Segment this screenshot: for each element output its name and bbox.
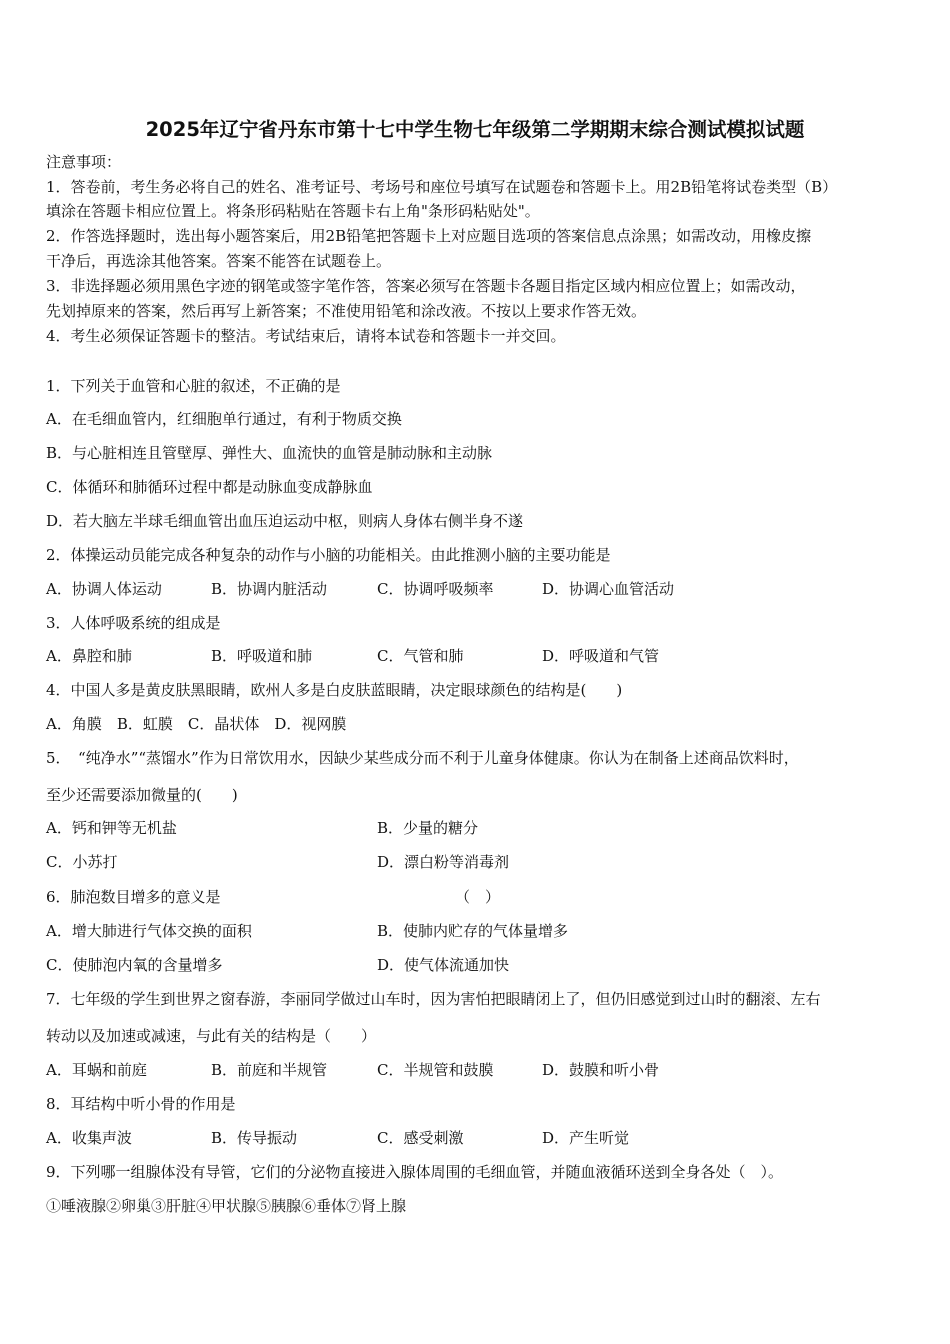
question-7-option-d: D．鼓膜和听小骨 — [542, 1061, 660, 1079]
question-2-option-d: D．协调心血管活动 — [542, 580, 675, 598]
notice-line: 干净后，再选涂其他答案。答案不能答在试题卷上。 — [46, 252, 392, 270]
question-5-option-a: A．钙和钾等无机盐 — [46, 819, 177, 837]
notice-line: 2．作答选择题时，选出每小题答案后，用2B铅笔把答题卡上对应题目选项的答案信息点涂黑；如需改动，用橡皮擦 — [46, 227, 812, 245]
question-2-option-a: A．协调人体运动 — [46, 580, 162, 598]
question-7-stem: 7．七年级的学生到世界之窗春游，李丽同学做过山车时，因为害怕把眼睛闭上了，但仍旧感觉到过山时的翻滚、左右 — [46, 990, 821, 1008]
notice-line: 1．答卷前，考生务必将自己的姓名、准考证号、考场号和座位号填写在试题卷和答题卡上。用2B铅笔将试卷类型（B） — [46, 178, 838, 196]
question-1-option-a: A．在毛细血管内，红细胞单行通过，有利于物质交换 — [46, 410, 402, 428]
question-3-option-b: B．呼吸道和肺 — [211, 647, 313, 665]
notice-line: 4．考生必须保证答题卡的整洁。考试结束后，请将本试卷和答题卡一并交回。 — [46, 327, 566, 345]
notice-heading: 注意事项： — [46, 153, 122, 171]
question-2-option-b: B．协调内脏活动 — [211, 580, 328, 598]
question-1-option-c: C．体循环和肺循环过程中都是动脉血变成静脉血 — [46, 478, 373, 496]
question-7-option-c: C．半规管和鼓膜 — [377, 1061, 494, 1079]
notice-line: 3．非选择题必须用黑色字迹的钢笔或签字笔作答，答案必须写在答题卡各题目指定区域内相应位置上；如需改动， — [46, 277, 806, 295]
notice-line: 先划掉原来的答案，然后再写上新答案；不准使用铅笔和涂改液。不按以上要求作答无效。 — [46, 302, 647, 320]
notice-line: 填涂在答题卡相应位置上。将条形码粘贴在答题卡右上角"条形码粘贴处"。 — [46, 202, 540, 220]
question-2-stem: 2．体操运动员能完成各种复杂的动作与小脑的功能相关。由此推测小脑的主要功能是 — [46, 546, 611, 564]
question-6-stem: 6．肺泡数目增多的意义是 — [46, 888, 221, 906]
question-3-stem: 3．人体呼吸系统的组成是 — [46, 614, 221, 632]
question-3-option-a: A．鼻腔和肺 — [46, 647, 132, 665]
question-7-stem-cont: 转动以及加速或减速，与此有关的结构是（ ） — [46, 1027, 377, 1045]
question-8-option-b: B．传导振动 — [211, 1129, 298, 1147]
question-4-options: A．角膜 B．虹膜 C．晶状体 D．视网膜 — [46, 715, 347, 733]
question-6-answer-paren: （ ） — [455, 888, 501, 906]
question-8-option-d: D．产生听觉 — [542, 1129, 630, 1147]
page-title: 2025年辽宁省丹东市第十七中学生物七年级第二学期期末综合测试模拟试题 — [145, 118, 805, 141]
question-5-option-d: D．漂白粉等消毒剂 — [377, 853, 510, 871]
question-4-stem: 4．中国人多是黄皮肤黑眼睛，欧州人多是白皮肤蓝眼睛，决定眼球颜色的结构是( ) — [46, 681, 623, 699]
question-5-stem-cont: 至少还需要添加微量的( ) — [46, 786, 238, 804]
question-3-option-c: C．气管和肺 — [377, 647, 464, 665]
question-9-items: ①唾液腺②卵巢③肝脏④甲状腺⑤胰腺⑥垂体⑦肾上腺 — [46, 1197, 407, 1215]
question-1-option-b: B．与心脏相连且管壁厚、弹性大、血流快的血管是肺动脉和主动脉 — [46, 444, 493, 462]
question-9-stem: 9．下列哪一组腺体没有导管，它们的分泌物直接进入腺体周围的毛细血管，并随血液循环送到全身各处（ ）。 — [46, 1163, 784, 1181]
question-5-stem: 5． “纯净水”“蒸馏水”作为日常饮用水，因缺少某些成分而不利于儿童身体健康。你认为在制备上述商品饮料时， — [46, 749, 799, 767]
question-5-option-b: B．少量的糖分 — [377, 819, 479, 837]
question-6-option-d: D．使气体流通加快 — [377, 956, 510, 974]
question-5-option-c: C．小苏打 — [46, 853, 118, 871]
question-7-option-b: B．前庭和半规管 — [211, 1061, 328, 1079]
question-8-option-c: C．感受刺激 — [377, 1129, 464, 1147]
question-3-option-d: D．呼吸道和气管 — [542, 647, 660, 665]
question-2-option-c: C．协调呼吸频率 — [377, 580, 494, 598]
question-6-option-b: B．使肺内贮存的气体量增多 — [377, 922, 569, 940]
question-1-option-d: D．若大脑左半球毛细血管出血压迫运动中枢，则病人身体右侧半身不遂 — [46, 512, 524, 530]
question-8-option-a: A．收集声波 — [46, 1129, 132, 1147]
question-6-option-a: A．增大肺进行气体交换的面积 — [46, 922, 252, 940]
question-6-option-c: C．使肺泡内氧的含量增多 — [46, 956, 223, 974]
question-8-stem: 8．耳结构中听小骨的作用是 — [46, 1095, 236, 1113]
question-1-stem: 1．下列关于血管和心脏的叙述，不正确的是 — [46, 377, 341, 395]
question-7-option-a: A．耳蜗和前庭 — [46, 1061, 147, 1079]
